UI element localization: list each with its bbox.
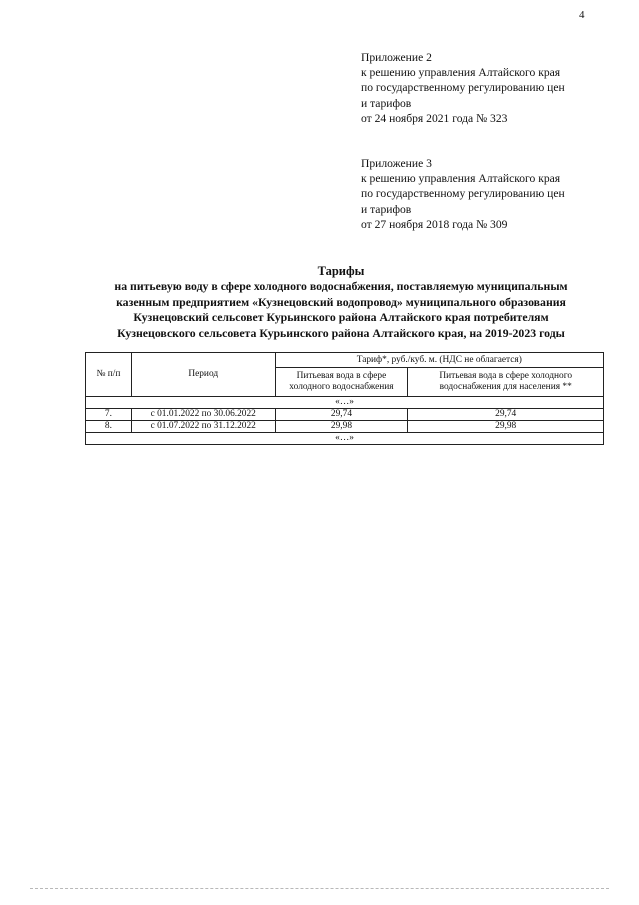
column-header-number: № п/п bbox=[86, 353, 132, 397]
appendix-3-header bbox=[361, 156, 565, 232]
table-row bbox=[86, 409, 604, 421]
appendix-2-header bbox=[361, 50, 565, 126]
appendix-3-line: и тарифов bbox=[361, 202, 412, 216]
cell-period: с 01.01.2022 по 30.06.2022 bbox=[131, 409, 275, 421]
column-header-drinking-water: Питьевая вода в сфере холодного водоснабжения bbox=[275, 368, 408, 397]
document-title: Тарифы bbox=[317, 264, 365, 278]
appendix-2-line: и тарифов bbox=[361, 96, 412, 110]
cell-tariff-population: 29,98 bbox=[408, 421, 604, 433]
cell-tariff-population: 29,74 bbox=[408, 409, 604, 421]
page-number: 4 bbox=[579, 9, 585, 21]
appendix-2-line: от 24 ноября 2021 года № 323 bbox=[361, 111, 508, 125]
cell-number: 8. bbox=[86, 421, 132, 433]
table-header-row bbox=[86, 353, 604, 368]
tariff-table bbox=[85, 352, 604, 445]
document-subtitle-line: Кузнецовского сельсовета Курьинского района Алтайского края, на 2019-2023 годы bbox=[117, 325, 565, 340]
ellipsis-cell: «…» bbox=[86, 397, 604, 409]
table-row bbox=[86, 421, 604, 433]
document-subtitle-line: казенным предприятием «Кузнецовский водопровод» муниципального образования bbox=[116, 294, 566, 309]
column-header-drinking-water-population: Питьевая вода в сфере холодного водоснабжения для населения ** bbox=[408, 368, 604, 397]
cell-period: с 01.07.2022 по 31.12.2022 bbox=[131, 421, 275, 433]
cell-tariff: 29,74 bbox=[275, 409, 408, 421]
document-title-block bbox=[78, 264, 604, 341]
page-bottom-scan-line bbox=[30, 888, 609, 889]
document-subtitle-line: Кузнецовский сельсовет Курьинского района Алтайского края потребителям bbox=[133, 310, 549, 325]
appendix-3-line: к решению управления Алтайского края bbox=[361, 172, 561, 186]
cell-number: 7. bbox=[86, 409, 132, 421]
appendix-2-line: Приложение 2 bbox=[361, 51, 432, 64]
ellipsis-cell: «…» bbox=[86, 433, 604, 445]
appendix-3-line: по государственному регулированию цен bbox=[361, 187, 565, 201]
table-row-ellipsis bbox=[86, 397, 604, 409]
table-row-ellipsis bbox=[86, 433, 604, 445]
appendix-2-line: по государственному регулированию цен bbox=[361, 81, 565, 95]
appendix-3-line: от 27 ноября 2018 года № 309 bbox=[361, 217, 508, 231]
column-header-period: Период bbox=[131, 353, 275, 397]
document-subtitle-line: на питьевую воду в сфере холодного водоснабжения, поставляемую муниципальным bbox=[114, 279, 568, 294]
appendix-3-line: Приложение 3 bbox=[361, 157, 432, 170]
cell-tariff: 29,98 bbox=[275, 421, 408, 433]
appendix-2-line: к решению управления Алтайского края bbox=[361, 66, 561, 80]
column-header-tariff-group: Тариф*, руб./куб. м. (НДС не облагается) bbox=[275, 353, 603, 368]
